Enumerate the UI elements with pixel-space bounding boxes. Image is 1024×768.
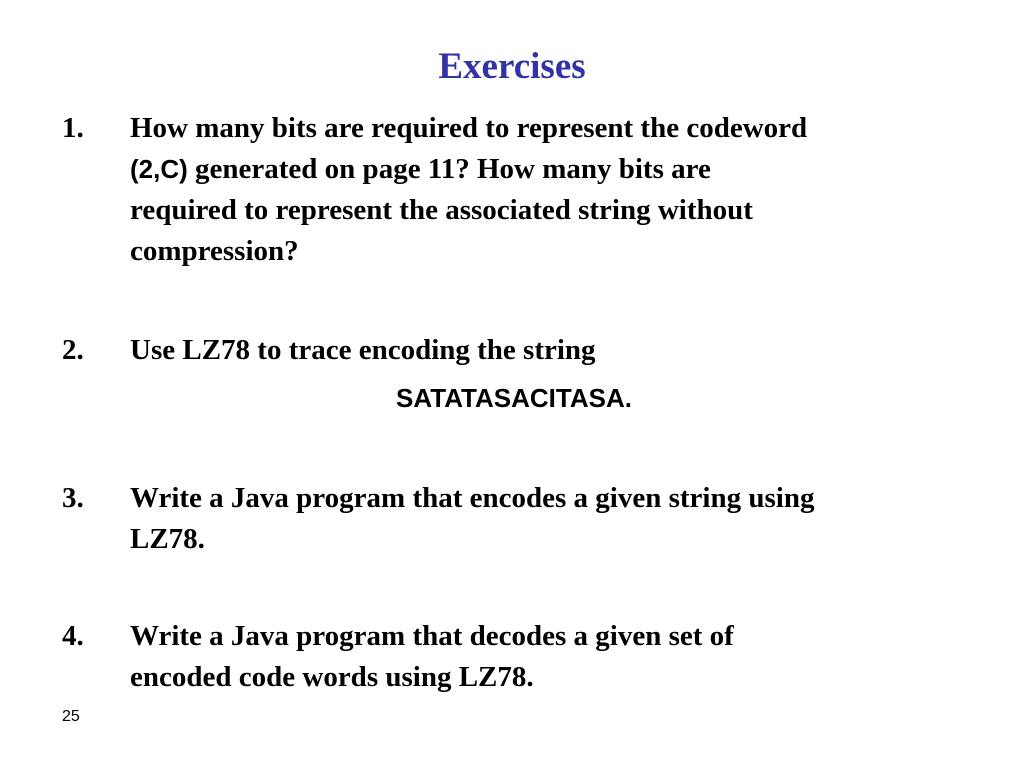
exercise-number: 2. — [62, 334, 84, 366]
exercise-line: encoded code words using LZ78. — [130, 661, 534, 693]
exercise-line: required to represent the associated string without — [130, 194, 753, 226]
exercise-text — [130, 616, 950, 698]
exercise-text — [130, 330, 950, 371]
exercise-text — [130, 108, 950, 272]
exercise-line: Use LZ78 to trace encoding the string — [130, 334, 596, 366]
exercise-number: 4. — [62, 620, 84, 652]
exercise-line — [130, 149, 950, 190]
exercise-line: LZ78. — [130, 523, 205, 555]
exercise-line-rest: generated on page 11? How many bits are — [187, 153, 711, 185]
exercise-line: compression? — [130, 235, 299, 267]
exercise-line: Write a Java program that encodes a given string using — [130, 482, 815, 514]
encoding-string: SATATASACITASA. — [396, 383, 632, 413]
codeword: (2,C) — [130, 154, 188, 184]
exercise-text — [130, 478, 950, 560]
page-number: 25 — [62, 708, 80, 725]
exercise-number: 1. — [62, 112, 84, 144]
exercise-number: 3. — [62, 482, 84, 514]
slide-title: Exercises — [438, 46, 586, 87]
exercise-line: How many bits are required to represent the codeword — [130, 112, 808, 144]
exercise-line: Write a Java program that decodes a given set of — [130, 620, 734, 652]
